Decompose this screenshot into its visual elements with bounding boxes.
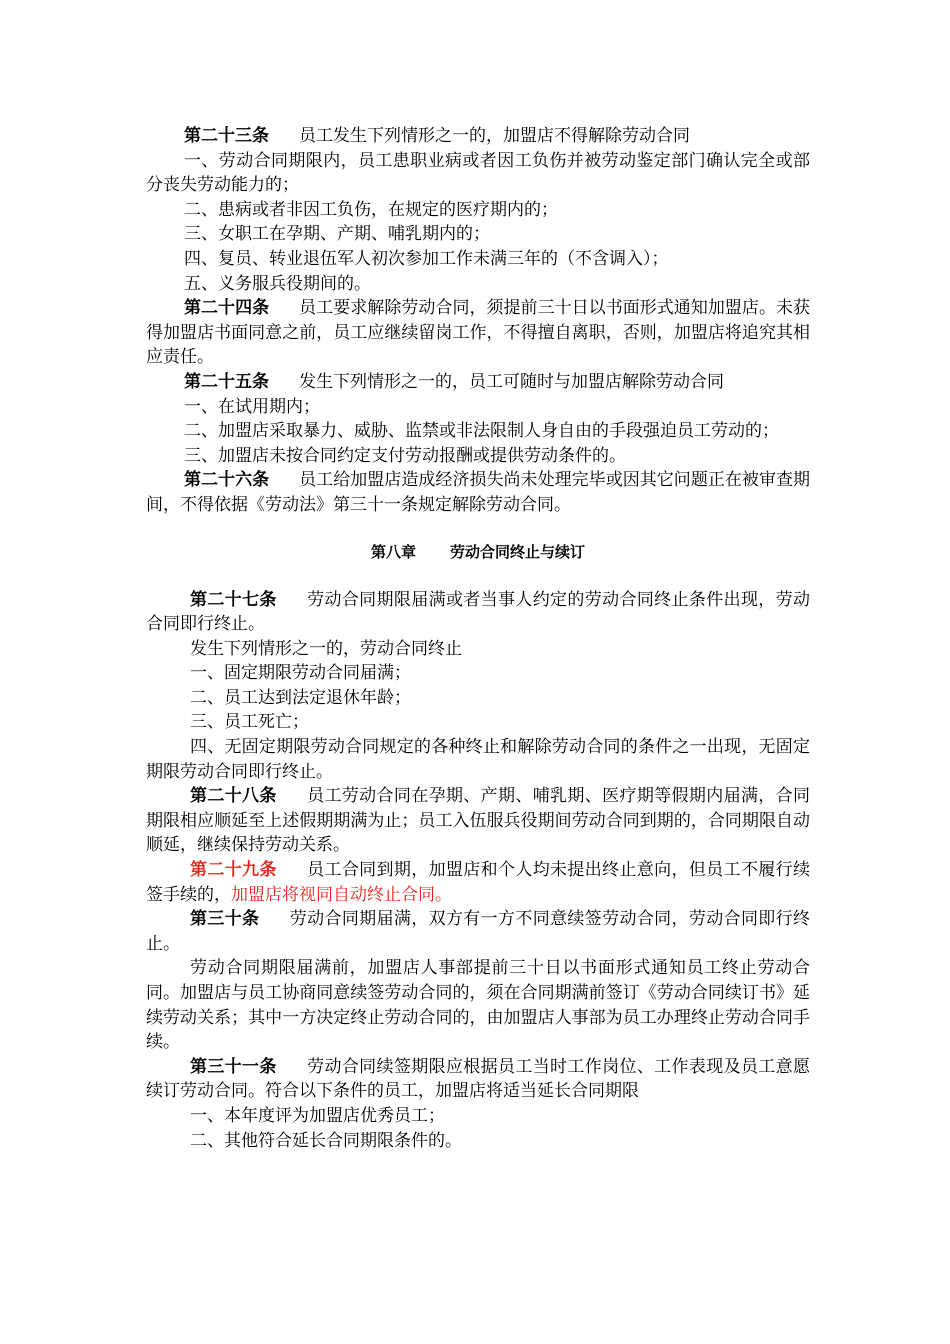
chapter-heading bbox=[146, 540, 810, 564]
article-25-item-1: 一、在试用期内； bbox=[184, 396, 320, 417]
article-26-title: 第二十六条 bbox=[184, 470, 270, 491]
chapter-number: 第八章 bbox=[370, 542, 416, 561]
article-27-sub: 发生下列情形之一的，劳动合同终止 bbox=[190, 638, 462, 659]
article-23-text: 员工发生下列情形之一的，加盟店不得解除劳动合同 bbox=[299, 126, 690, 146]
article-30-text: 劳动合同期届满，双方有一方不同意续签劳动合同，劳动合同即行终止。 bbox=[146, 909, 811, 954]
article-23-title: 第二十三条 bbox=[184, 126, 269, 146]
article-30-title: 第三十条 bbox=[190, 909, 260, 930]
article-27-item-4: 四、无固定期限劳动合同规定的各种终止和解除劳动合同的条件之一出现，无固定期限劳动合同即行终止。 bbox=[146, 737, 810, 782]
article-23-item-4: 四、复员、转业退伍军人初次参加工作未满三年的（不含调入）； bbox=[184, 248, 669, 269]
article-27-title: 第二十七条 bbox=[190, 589, 277, 610]
article-24 bbox=[146, 296, 810, 370]
article-25-title: 第二十五条 bbox=[184, 371, 269, 392]
article-31-title: 第三十一条 bbox=[190, 1056, 277, 1077]
article-31-item-2: 二、其他符合延长合同期限条件的。 bbox=[190, 1130, 462, 1151]
article-23-item-2: 二、患病或者非因工负伤，在规定的医疗期内的； bbox=[184, 199, 558, 220]
article-31 bbox=[146, 1055, 810, 1104]
article-29 bbox=[146, 858, 810, 907]
article-27-item-3: 三、员工死亡； bbox=[190, 712, 309, 733]
article-24-text: 员工要求解除劳动合同，须提前三十日以书面形式通知加盟店。未获得加盟店书面同意之前，员工应继续留岗工作，不得擅自离职，否则，加盟店将追究其相应责任。 bbox=[146, 298, 811, 368]
article-27-item-1: 一、固定期限劳动合同届满； bbox=[190, 663, 411, 684]
article-27-text: 劳动合同期限届满或者当事人约定的劳动合同终止条件出现，劳动合同即行终止。 bbox=[146, 589, 810, 635]
article-28 bbox=[146, 784, 810, 858]
article-29-highlight: 加盟店将视同自动终止合同。 bbox=[231, 884, 452, 905]
article-25-item-3: 三、加盟店未按合同约定支付劳动报酬或提供劳动条件的。 bbox=[184, 445, 626, 466]
article-24-title: 第二十四条 bbox=[184, 298, 270, 319]
article-23-item-5: 五、义务服兵役期间的。 bbox=[184, 273, 371, 294]
article-26-text: 员工给加盟店造成经济损失尚未处理完毕或因其它问题正在被审查期间，不得依据《劳动法》第三十一条规定解除劳动合同。 bbox=[146, 470, 811, 515]
article-26 bbox=[146, 468, 810, 517]
article-30 bbox=[146, 907, 810, 956]
article-28-text: 员工劳动合同在孕期、产期、哺乳期、医疗期等假期内届满，合同期限相应顺延至上述假期期满为止；员工入伍服兵役期间劳动合同到期的，合同期限自动顺延，继续保持劳动关系。 bbox=[146, 786, 810, 856]
article-25-text: 发生下列情形之一的，员工可随时与加盟店解除劳动合同 bbox=[299, 371, 724, 392]
article-29-text: 员工合同到期，加盟店和个人均未提出终止意向，但员工不履行续签手续的， bbox=[146, 860, 810, 905]
article-27-item-2: 二、员工达到法定退休年龄； bbox=[190, 687, 411, 708]
article-23 bbox=[146, 124, 810, 149]
chapter-title: 劳动合同终止与续订 bbox=[450, 542, 586, 561]
article-23-item-1: 一、劳动合同期限内，员工患职业病或者因工负伤并被劳动鉴定部门确认完全或部分丧失劳动能力的； bbox=[146, 150, 810, 196]
article-31-item-1: 一、本年度评为加盟店优秀员工； bbox=[190, 1105, 445, 1126]
article-27 bbox=[146, 588, 810, 637]
article-25 bbox=[146, 370, 810, 395]
article-25-item-2: 二、加盟店采取暴力、威胁、监禁或非法限制人身自由的手段强迫员工劳动的； bbox=[184, 421, 779, 442]
article-31-text: 劳动合同续签期限应根据员工当时工作岗位、工作表现及员工意愿续订劳动合同。符合以下条件的员工，加盟店将适当延长合同期限 bbox=[146, 1056, 810, 1102]
article-29-title: 第二十九条 bbox=[190, 860, 277, 881]
article-28-title: 第二十八条 bbox=[190, 786, 277, 807]
document-page bbox=[146, 124, 810, 1153]
article-23-item-3: 三、女职工在孕期、产期、哺乳期内的； bbox=[184, 224, 490, 245]
article-30-sub: 劳动合同期限届满前，加盟店人事部提前三十日以书面形式通知员工终止劳动合同。加盟店与员工协商同意续签劳动合同的，须在合同期满前签订《劳动合同续订书》延续劳动关系；其中一方决定终止劳动合同的，由加盟店人事部为员工办理终止劳动合同手续。 bbox=[146, 958, 810, 1053]
